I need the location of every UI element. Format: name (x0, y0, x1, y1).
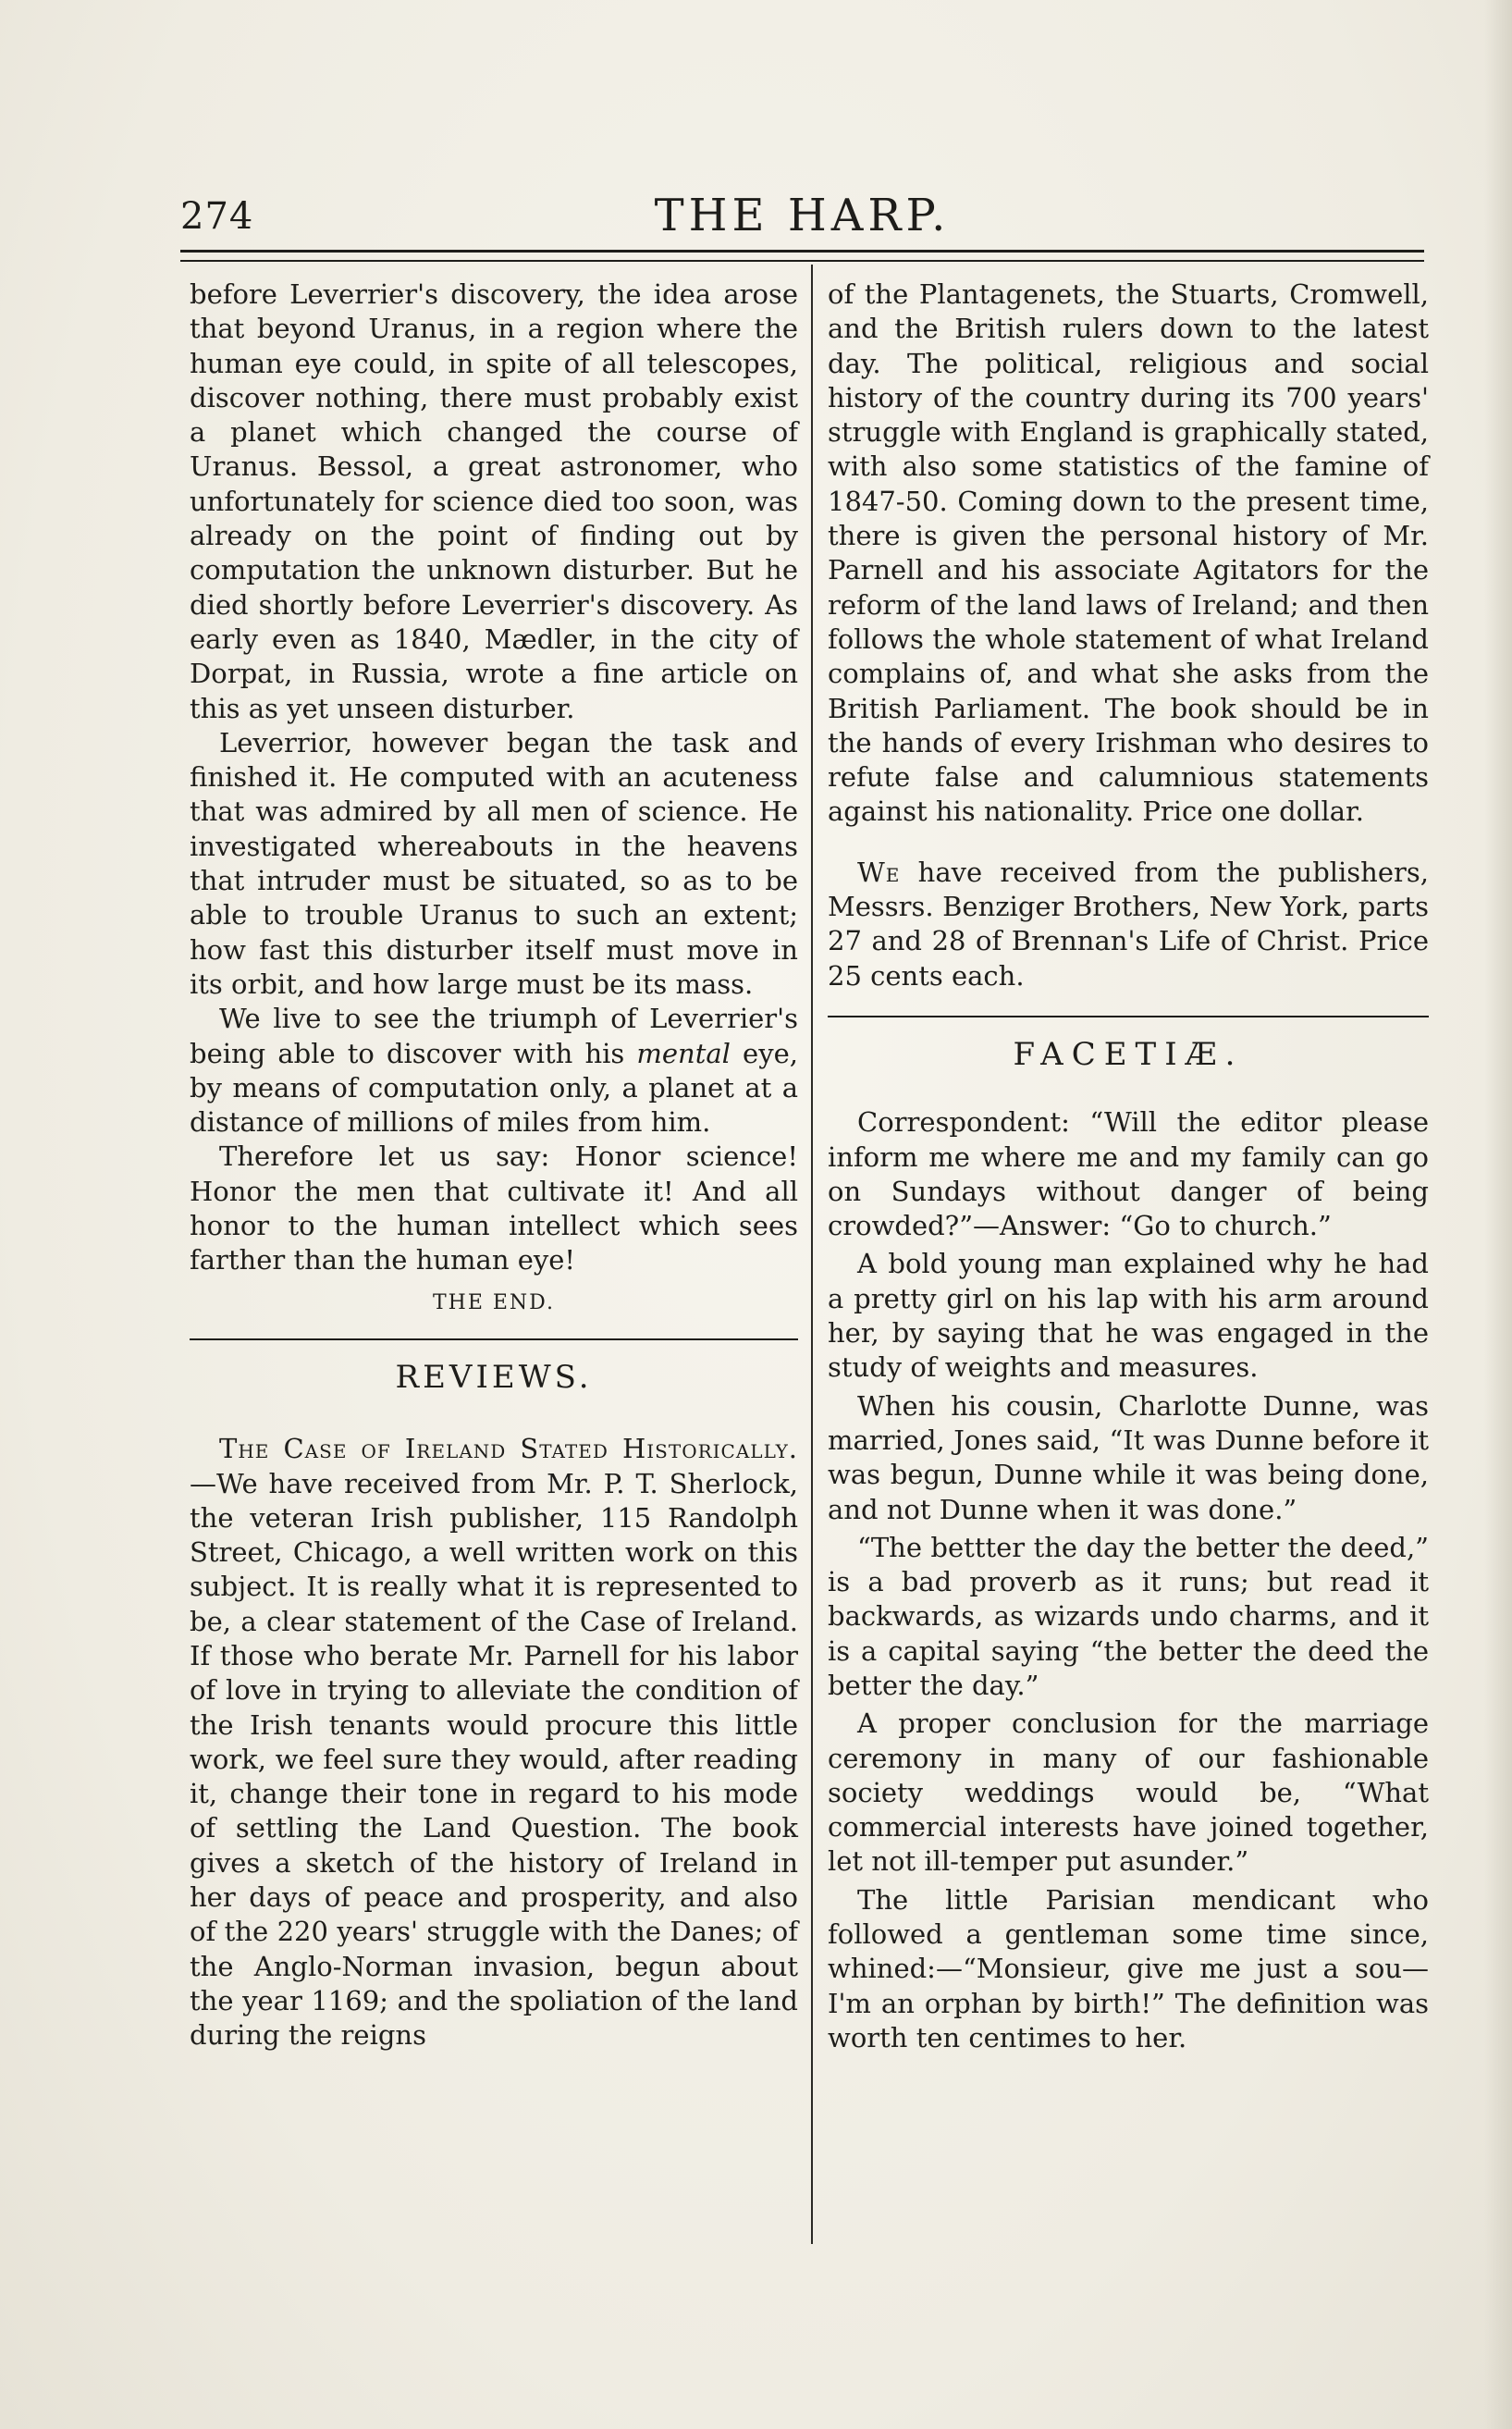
review-paragraph (190, 1432, 798, 2053)
review-text: —We have received from Mr. P. T. Sherlock, the veteran Irish publisher, 115 Randolph Street, Chicago, a well written work on this subject. It is really what it is represented to be, a clear statement of the Case of Ireland. If those who berate Mr. Parnell for his labor of love in trying to alleviate the condition of the Irish tenants would procure this little work, we feel sure they would, after reading it, change their tone in regard to his mode of settling the Land Question. The book gives a sketch of the history of Ireland in her days of peace and prosperity, and also of the 220 years' struggle with the Danes; of the Anglo-Norman invasion, begun about the year 1169; and the spoliation of the land during the reigns (190, 1467, 798, 2052)
review-paragraph (828, 856, 1429, 993)
facetiae-item: When his cousin, Charlotte Dunne, was married, Jones said, “It was Dunne before it was begun, Dunne while it was being done, and not Dunne when it was done.” (828, 1389, 1429, 1525)
facetiae-item: The little Parisian mendicant who followed a gentleman some time since, whined:—“Monsieur, give me just a sou—I'm an orphan by birth!” The definition was worth ten centimes to her. (828, 1883, 1429, 2053)
page-edge-shadow (1484, 0, 1512, 2429)
page-header (180, 190, 1424, 245)
right-column (828, 277, 1429, 2055)
article-text: eye, by means of computation only, a planet at a distance of millions of miles from him. (190, 1037, 798, 1139)
article-text: We live to see the triumph of Leverrier's being able to discover with his (190, 1003, 798, 1069)
article-paragraph: Leverrior, however began the task and finished it. He computed with an acuteness that was admired by all men of science. He investigated whereabouts in the heavens that intruder must be situated, so as to be able to trouble Uranus to such an extent; how fast this disturber itself must move in its orbit, and how large must be its mass. (190, 726, 798, 1000)
review-title: The Case of Ireland Stated Historically. (219, 1433, 798, 1465)
article-paragraph: Therefore let us say: Honor science! Honor the men that cultivate it! And all honor to the human intellect which sees farther than the human eye! (190, 1141, 798, 1276)
review-text: have received from the publishers, Messrs. Benziger Brothers, New York, parts 27 and 28 of Brennan's Life of Christ. Price 25 cents each. (828, 856, 1429, 992)
facetiae-item: A proper conclusion for the marriage ceremony in many of our fashionable society weddings would be, “What commercial interests have joined together, let not ill-temper put asunder.” (828, 1708, 1429, 1878)
column-divider (811, 265, 813, 2244)
section-divider-rule (828, 1016, 1429, 1017)
italic-word: mental (636, 1037, 731, 1069)
header-double-rule (180, 250, 1424, 262)
left-column (190, 277, 798, 2053)
facetiae-item: “The bettter the day the better the deed,” is a bad proverb as it runs; but read it backwards, as wizards undo charms, and it is a capital saying “the better the deed the better the day.” (828, 1531, 1429, 1701)
page-number: 274 (180, 195, 254, 238)
review-continuation-paragraph: of the Plantagenets, the Stuarts, Cromwell, and the British rulers down to the latest day. The political, religious and social history of the country during its 700 years' struggle with England is graphically stated, with also some statistics of the famine of 1847-50. Coming down to the present time, there is given the personal history of Mr. Parnell and his associate Agitators for the reform of the land laws of Ireland; and then follows the whole statement of what Ireland complains of, and what she asks from the British Parliament. The book should be in the hands of every Irishman who desires to refute false and calumnious statements against his nationality. Price one dollar. (828, 278, 1429, 828)
article-paragraph (190, 1002, 798, 1140)
facetiae-item: Correspondent: “Will the editor please inform me where me and my family can go on Sundays without danger of being crowded?”—Answer: “Go to church.” (828, 1106, 1429, 1242)
article-continuation-paragraph: before Leverrier's discovery, the idea arose that beyond Uranus, in a region where the human eye could, in spite of all telescopes, discover nothing, there must probably exist a planet which changed the course of Uranus. Bessol, a great astronomer, who unfortunately for science died too soon, was already on the point of finding out by computation the unknown disturber. But he died shortly before Leverrier's discovery. As early even as 1840, Mædler, in the city of Dorpat, in Russia, wrote a fine article on this as yet unseen disturber. (190, 278, 798, 724)
facetiae-item: A bold young man explained why he had a pretty girl on his lap with his arm around her, by saying that he was engaged in the study of weights and measures. (828, 1248, 1429, 1384)
end-mark: THE END. (432, 1290, 556, 1314)
review-lead-word: We (857, 856, 901, 888)
facetiae-heading: FACETIÆ. (1013, 1035, 1244, 1073)
running-title: THE HARP. (654, 190, 951, 241)
section-divider-rule (190, 1338, 798, 1340)
reviews-heading: REVIEWS. (395, 1358, 593, 1396)
